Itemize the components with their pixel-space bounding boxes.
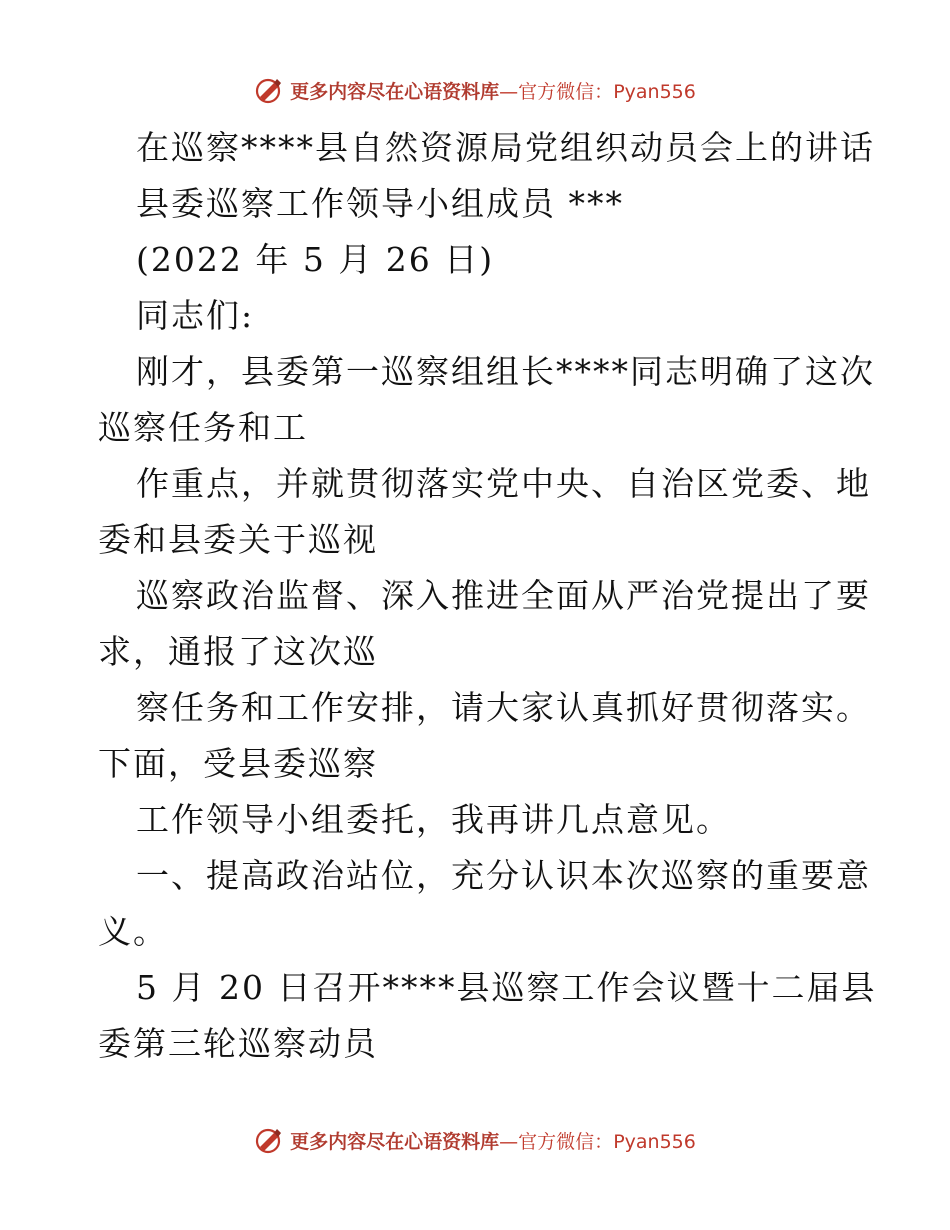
doc-line: 巡察政治监督、深入推进全面从严治党提出了要 [136,576,871,615]
doc-speaker: 县委巡察工作领导小组成员 *** [136,184,624,223]
doc-line: 工作领导小组委托，我再讲几点意见。 [136,800,731,839]
footer-brand: 更多内容尽在心语资料库 [290,1130,500,1153]
doc-title: 在巡察****县自然资源局党组织动员会上的讲话 [136,128,875,167]
doc-line: 巡察任务和工 [98,408,308,447]
document-body [98,120,877,1072]
doc-date: (2022 年 5 月 26 日) [136,240,495,279]
doc-line: 刚才，县委第一巡察组组长****同志明确了这次 [136,352,875,391]
header-brand: 更多内容尽在心语资料库 [290,80,500,103]
header-wechat-label: 官方微信： [518,80,614,103]
doc-line: 委和县委关于巡视 [98,520,378,559]
pen-logo-icon [254,75,284,105]
doc-line: 察任务和工作安排，请大家认真抓好贯彻落实。 [136,688,871,727]
doc-line: 作重点，并就贯彻落实党中央、自治区党委、地 [136,464,871,503]
doc-line: 下面，受县委巡察 [98,744,378,783]
doc-section-heading: 一、提高政治站位，充分认识本次巡察的重要意 [136,856,871,895]
doc-line: 求，通报了这次巡 [98,632,378,671]
header-banner-text [290,77,696,104]
pen-logo-icon [254,1125,284,1155]
footer-banner-text [290,1127,696,1154]
header-banner [0,72,950,108]
footer-separator: — [499,1130,519,1153]
footer-wechat-label: 官方微信： [518,1130,614,1153]
doc-line: 义。 [98,912,168,951]
doc-salutation: 同志们: [136,296,255,335]
header-wechat-id: Pyan556 [613,80,696,103]
doc-line: 委第三轮巡察动员 [98,1024,378,1063]
header-separator: — [499,80,519,103]
doc-line: 5 月 20 日召开****县巡察工作会议暨十二届县 [136,968,877,1007]
footer-banner [0,1122,950,1158]
footer-wechat-id: Pyan556 [613,1130,696,1153]
